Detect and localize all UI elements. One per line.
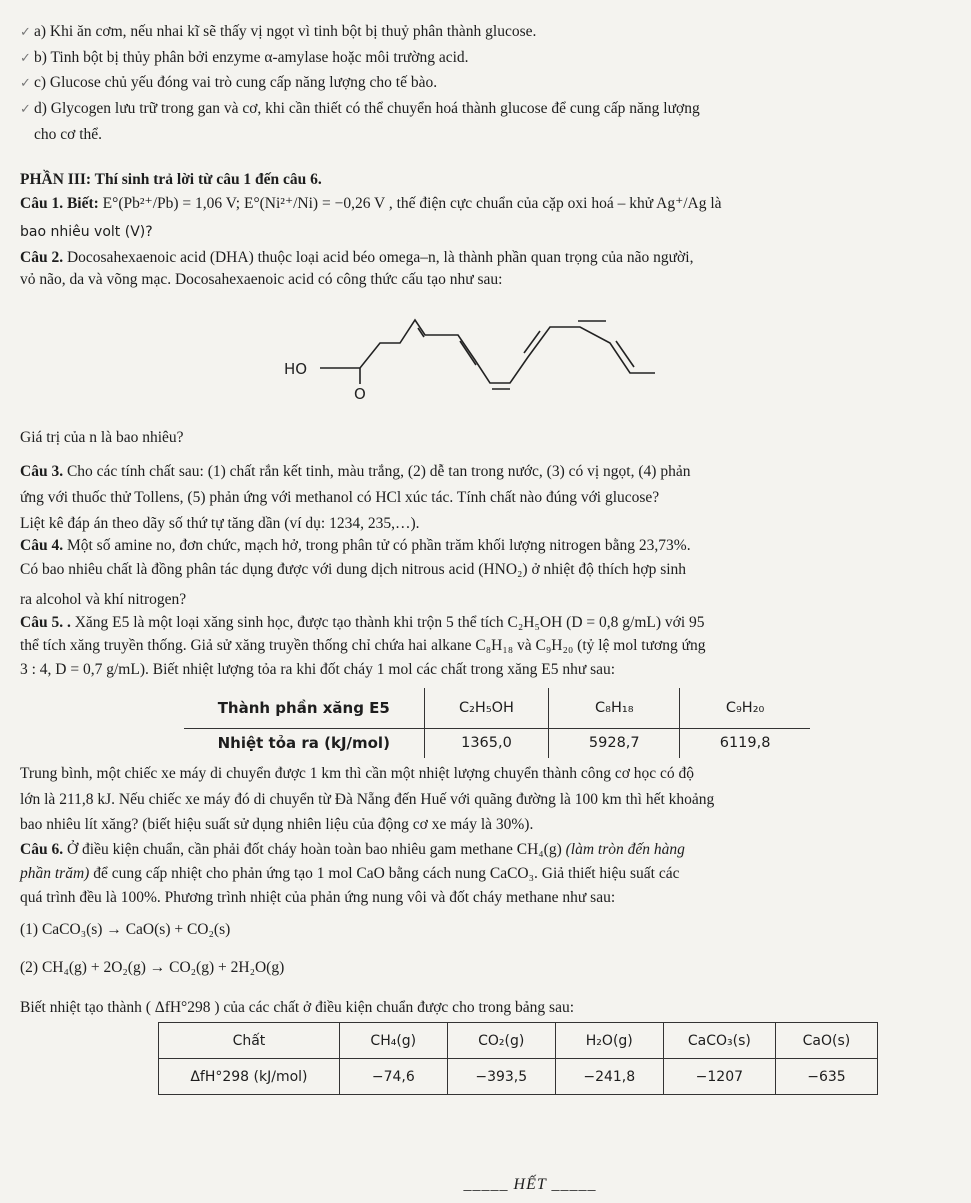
q3-line1: Câu 3. Cho các tính chất sau: (1) chất rắn kết tinh, màu trắng, (2) dễ tan trong nước, (3) có vị ngọt, (4) phản	[20, 463, 691, 480]
q5-line2: thể tích xăng truyền thống. Giả sử xăng truyền thống chỉ chứa hai alkane C₈H₁₈ và C₉H₂₀ (tỷ lệ mol tương ứng	[20, 637, 706, 654]
table-cell: −241,8	[555, 1059, 663, 1095]
q3-line3: Liệt kê đáp án theo dãy số thứ tự tăng dần (ví dụ: 1234, 235,…).	[20, 515, 420, 532]
item-c	[20, 73, 971, 93]
table-col-header: C₈H₁₈	[549, 688, 680, 728]
q2-label: Câu 2.	[20, 249, 64, 266]
q2-line1: Câu 2. Docosahexaenoic acid (DHA) thuộc loại acid béo omega–n, là thành phần quan trọng của não người,	[20, 249, 694, 266]
table-cell: 5928,7	[549, 728, 680, 758]
q5-line4: Trung bình, một chiếc xe máy di chuyển được 1 km thì cần một nhiệt lượng chuyển thành công cơ học có độ	[20, 765, 695, 782]
table-cell: −1207	[663, 1059, 775, 1095]
q5-line3: 3 : 4, D = 0,7 g/mL). Biết nhiệt lượng tỏa ra khi đốt cháy 1 mol các chất trong xăng E5 như sau:	[20, 661, 616, 678]
table-col-header: CO₂(g)	[447, 1023, 555, 1059]
tick-mark-icon: ✓	[20, 24, 31, 39]
equation-2: (2) CH₄(g) + 2O₂(g) → CO₂(g) + 2H₂O(g)	[20, 959, 285, 976]
q5-line5: lớn là 211,8 kJ. Nếu chiếc xe máy đó di chuyển từ Đà Nẵng đến Huế với quãng đường là 100 km thì hết khoảng	[20, 791, 715, 808]
q5-line6: bao nhiêu lít xăng? (biết hiệu suất sử dụng nhiên liệu của động cơ xe máy là 30%).	[20, 816, 534, 833]
q4-line1: Câu 4. Một số amine no, đơn chức, mạch hở, trong phân tử có phần trăm khối lượng nitrogen bằng 23,73%.	[20, 537, 691, 554]
item-a-text: a) Khi ăn cơm, nếu nhai kĩ sẽ thấy vị ngọt vì tinh bột bị thuỷ phân thành glucose.	[34, 23, 537, 40]
q1-label: Câu 1. Biết:	[20, 195, 99, 212]
tick-mark-icon: ✓	[20, 101, 31, 116]
table-col-header: CaCO₃(s)	[663, 1023, 775, 1059]
part3-header: PHẦN III: Thí sinh trả lời từ câu 1 đến câu 6.	[20, 171, 322, 188]
equation-1: (1) CaCO₃(s) → CaO(s) + CO₂(s)	[20, 921, 231, 938]
tick-mark-icon: ✓	[20, 75, 31, 90]
end-marker: _____ HẾT _____	[463, 1176, 597, 1193]
table-col-header: Chất	[159, 1023, 340, 1059]
hydroxyl-label: HO	[284, 360, 308, 378]
q5-label: Câu 5. .	[20, 614, 71, 631]
table-cell: −635	[775, 1059, 877, 1095]
table-row-label: Thành phần xăng E5	[184, 688, 424, 728]
item-b-text: b) Tinh bột bị thủy phân bởi enzyme α-amylase hoặc môi trường acid.	[34, 49, 469, 66]
table-col-header: CaO(s)	[775, 1023, 877, 1059]
e5-heat-table	[184, 688, 810, 758]
item-c-text: c) Glucose chủ yếu đóng vai trò cung cấp năng lượng cho tế bào.	[34, 74, 438, 91]
q1-line2: bao nhiêu volt (V)?	[20, 224, 153, 240]
q5-line1: Câu 5. . Xăng E5 là một loại xăng sinh học, được tạo thành khi trộn 5 thể tích C₂H₅OH (D = 0,8 g/mL) với 95	[20, 614, 705, 631]
q3-label: Câu 3.	[20, 463, 64, 480]
item-d-text: d) Glycogen lưu trữ trong gan và cơ, khi cần thiết có thể chuyển hoá thành glucose để cung cấp năng lượng	[34, 100, 700, 117]
q4-line3: ra alcohol và khí nitrogen?	[20, 591, 187, 608]
table-cell: −74,6	[339, 1059, 447, 1095]
q3-line2: ứng với thuốc thử Tollens, (5) phản ứng với methanol có HCl xúc tác. Tính chất nào đúng với glucose?	[20, 489, 660, 506]
table-row-label: Nhiệt tỏa ra (kJ/mol)	[184, 728, 424, 758]
table-row-label: ΔfH°298 (kJ/mol)	[159, 1059, 340, 1095]
dha-structure-diagram	[280, 295, 680, 415]
q6-label: Câu 6.	[20, 841, 64, 858]
table-cell: 6119,8	[680, 728, 810, 758]
q4-line2: Có bao nhiêu chất là đồng phân tác dụng được với dung dịch nitrous acid (HNO₂) ở nhiệt độ thích hợp sinh	[20, 561, 687, 578]
tick-mark-icon: ✓	[20, 50, 31, 65]
table-col-header: H₂O(g)	[555, 1023, 663, 1059]
item-d	[20, 99, 971, 119]
q6-line3: quá trình đều là 100%. Phương trình nhiệt của phản ứng nung vôi và đốt cháy methane như sau:	[20, 889, 616, 906]
q6-line2: phần trăm) để cung cấp nhiệt cho phản ứng tạo 1 mol CaO bằng cách nung CaCO₃. Giả thiết hiệu suất các	[20, 865, 680, 882]
q1-text: E°(Pb²⁺/Pb) = 1,06 V; E°(Ni²⁺/Ni) = −0,26 V , thế điện cực chuẩn của cặp oxi hoá – khử Ag⁺/Ag là	[102, 195, 722, 212]
item-a	[20, 22, 971, 42]
q1-line1	[20, 194, 971, 214]
item-b	[20, 48, 971, 68]
q6-line4: Biết nhiệt tạo thành ( ΔfH°298 ) của các chất ở điều kiện chuẩn được cho trong bảng sau:	[20, 999, 575, 1016]
table-col-header: C₂H₅OH	[424, 688, 549, 728]
table-col-header: CH₄(g)	[339, 1023, 447, 1059]
q2-line2: vỏ não, da và võng mạc. Docosahexaenoic acid có công thức cấu tạo như sau:	[20, 271, 503, 288]
table-cell: 1365,0	[424, 728, 549, 758]
table-cell: −393,5	[447, 1059, 555, 1095]
carbonyl-oxygen-label: O	[354, 385, 366, 403]
q4-label: Câu 4.	[20, 537, 64, 554]
q6-line1: Câu 6. Ở điều kiện chuẩn, cần phải đốt cháy hoàn toàn bao nhiêu gam methane CH₄(g) (làm tròn đến hàng	[20, 841, 685, 858]
q2-question: Giá trị của n là bao nhiêu?	[20, 429, 184, 446]
item-d-continued: cho cơ thể.	[34, 126, 103, 143]
table-col-header: C₉H₂₀	[680, 688, 810, 728]
enthalpy-table	[158, 1022, 878, 1095]
